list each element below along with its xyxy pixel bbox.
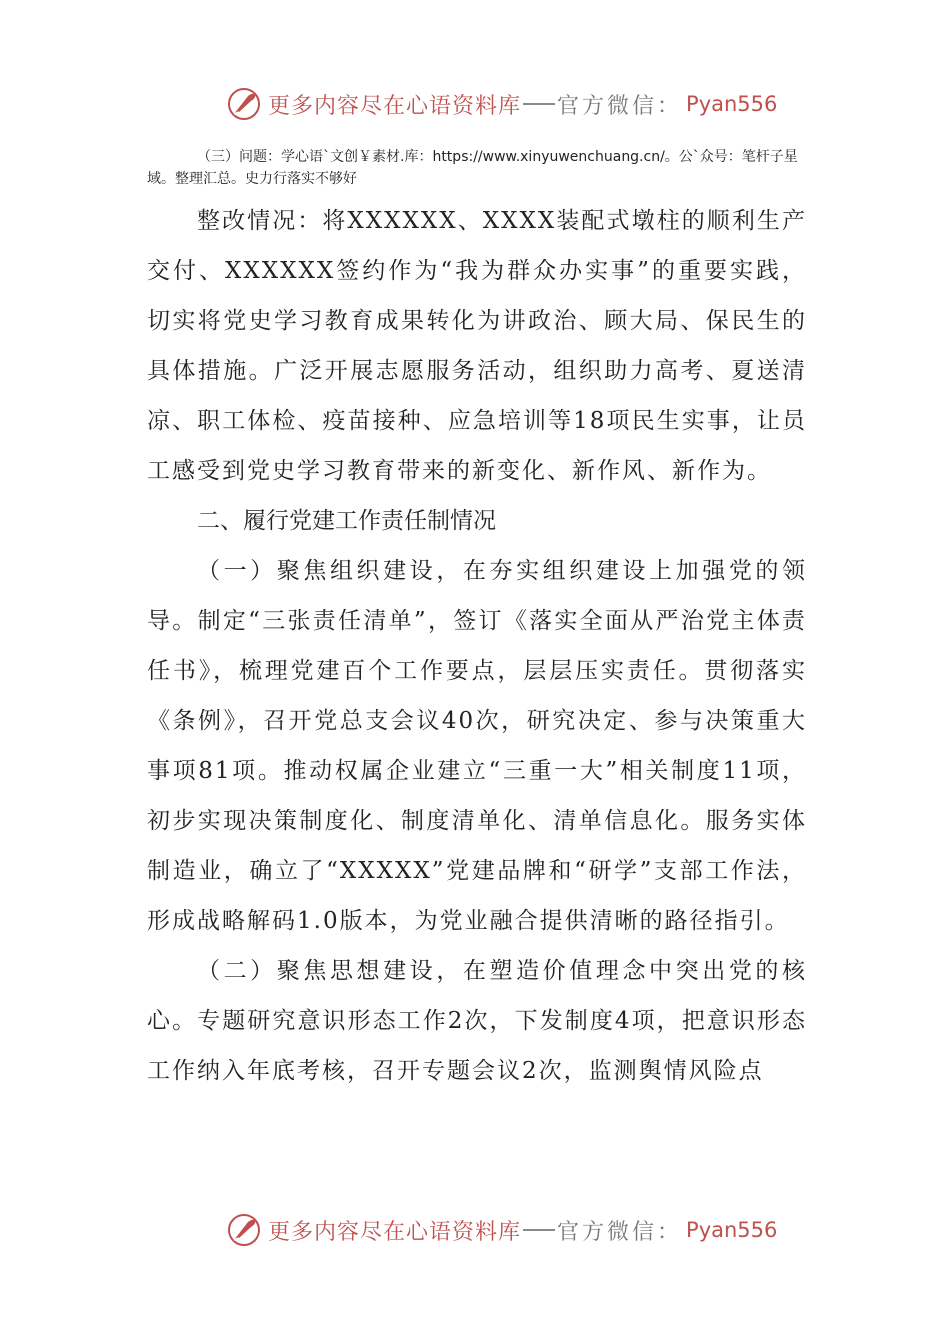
wechat-id: Pyan556 (686, 92, 778, 116)
inserted-note: （三）问题：学心语`文创￥素材.库：https://www.xinyuwenchuang.cn/。公`众号：笔杆子星域。整理汇总。史力行落实不够好 (147, 149, 798, 187)
document-body (147, 196, 807, 1096)
section-paragraph-2: （二）聚焦思想建设，在塑造价值理念中突出党的核心。专题研究意识形态工作2次，下发制度4项，把意识形态工作纳入年底考核，召开专题会议2次，监测舆情风险点 (147, 958, 807, 1084)
brand-text: 更多内容尽在心语资料库 (268, 1219, 522, 1245)
header-watermark-banner (226, 84, 777, 124)
official-wechat-label: 官方微信： (557, 93, 683, 119)
footer-watermark-banner (226, 1210, 777, 1250)
banner-divider (523, 1229, 555, 1231)
quill-logo-icon (226, 86, 262, 122)
section-paragraph-1: （一）聚焦组织建设，在夯实组织建设上加强党的领导。制定“三张责任清单”，签订《落实全面从严治党主体责任书》，梳理党建百个工作要点，层层压实责任。贯彻落实《条例》，召开党总支会议40次，研究决定、参与决策重大事项81项。推动权属企业建立“三重一大”相关制度11项，初步实现决策制度化、制度清单化、清单信息化。服务实体制造业，确立了“XXXXX”党建品牌和“研学”支部工作法，形成战略解码1.0版本，为党业融合提供清晰的路径指引。 (147, 558, 807, 934)
official-wechat-label: 官方微信： (557, 1219, 683, 1245)
rectification-paragraph: 整改情况：将XXXXXX、XXXX装配式墩柱的顺利生产交付、XXXXXX签约作为“我为群众办实事”的重要实践，切实将党史学习教育成果转化为讲政治、顾大局、保民生的具体措施。广泛开展志愿服务活动，组织助力高考、夏送清凉、职工体检、疫苗接种、应急培训等18项民生实事，让员工感受到党史学习教育带来的新变化、新作风、新作为。 (147, 208, 807, 484)
quill-logo-icon (226, 1212, 262, 1248)
brand-text: 更多内容尽在心语资料库 (268, 93, 522, 119)
section-heading: 二、履行党建工作责任制情况 (197, 508, 496, 534)
wechat-id: Pyan556 (686, 1218, 778, 1242)
banner-divider (523, 103, 555, 105)
